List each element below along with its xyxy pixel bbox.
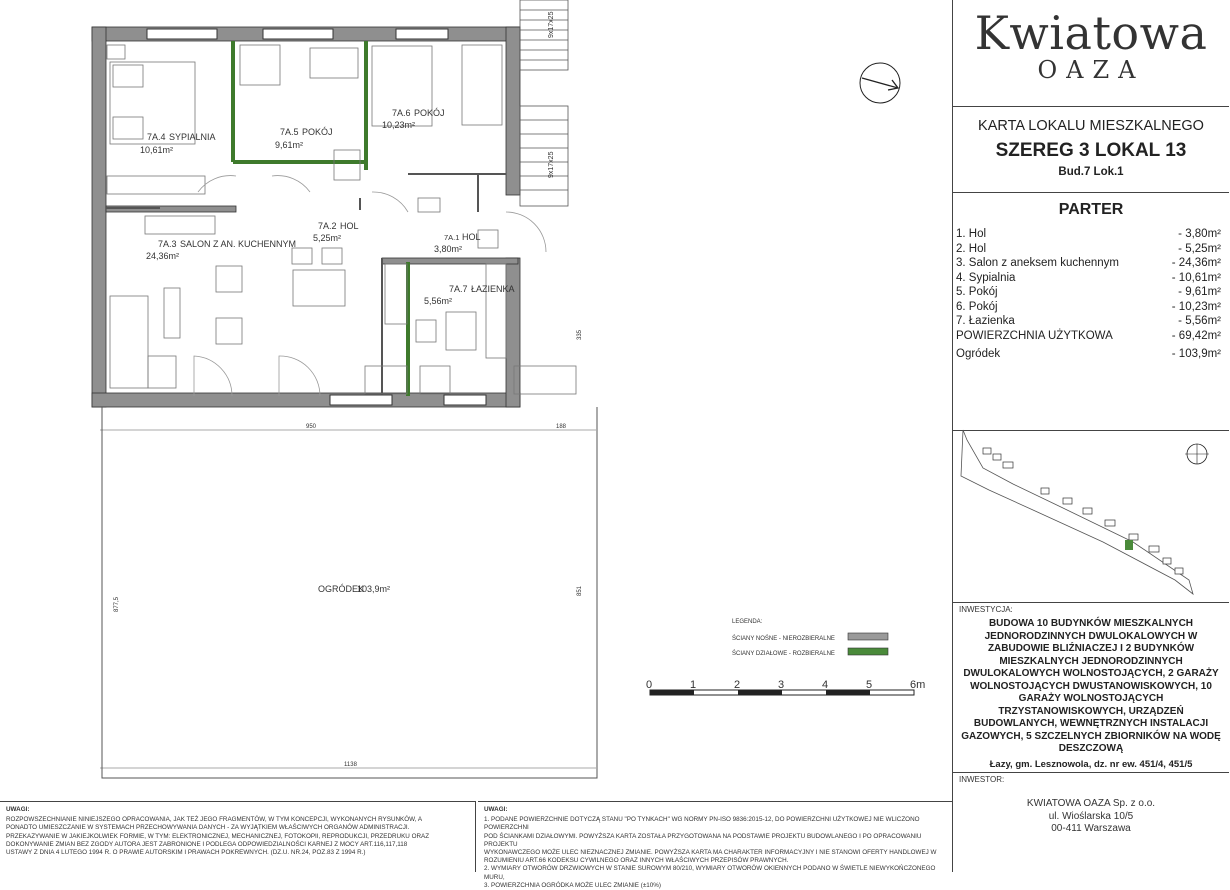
area-row-name: 5. Pokój	[956, 286, 998, 298]
scale-label: 1	[690, 679, 697, 691]
room-area-pokoj-5: 9,61m²	[275, 140, 304, 150]
note-line: 1. PODANE POWIERZCHNIE DOTYCZĄ STANU "PO TYNKACH" WG NORMY PN-ISO 9836:2015-12, DO POWIERZCHNI UŻYTKOWEJ NIE WLICZONO POWIERZCHNI	[484, 816, 920, 832]
dim-1138: 1138	[344, 762, 357, 768]
area-row-value: - 24,36m²	[1171, 257, 1221, 269]
logo	[953, 0, 1229, 107]
room-area-pokoj-6: 10,23m²	[382, 120, 416, 130]
area-row	[953, 300, 1229, 315]
area-row-name: Ogródek	[956, 348, 1001, 360]
title-block	[952, 0, 1229, 872]
legend-item-partition: ŚCIANY DZIAŁOWE - ROZBIERALNE	[732, 651, 835, 657]
area-row	[953, 314, 1229, 329]
area-rows	[953, 227, 1229, 362]
notes-right-lines	[484, 816, 946, 890]
dim-188: 188	[556, 424, 567, 430]
investment-text: BUDOWA 10 BUDYNKÓW MIESZKALNYCH JEDNORODZINNYCH DWULOKALOWYCH W ZABUDOWIE BLIŹNIACZEJ I 2 BUDYNKÓW MIESZKALNYCH JEDNORODZINNYCH DWULOKALOWYCH WOLNOSTOJĄCYCH, 2 GARAŻY WOLNOSTOJĄCYCH DWUSTANOWISKOWYCH, 10 GARAŻY WOLNOSTOJĄCYCH TRZYSTANOWISKOWYCH, URZĄDZEŃ BUDOWLANYCH, WEWNĘTRZNYCH INSTALACJI GAZOWYCH, 5 SZCZELNYCH ZBIORNIKÓW NA WODĘ DESZCZOWĄ	[961, 618, 1221, 754]
area-table	[953, 192, 1229, 431]
card-title: KARTA LOKALU MIESZKALNEGO	[978, 118, 1204, 134]
copyright-notes	[0, 801, 476, 872]
note-line: ROZPOWSZECHNIANIE NINIEJSZEGO OPRACOWANIA, JAK TEŻ JEGO FRAGMENTÓW, W TYM KONCEPCJI, WYKONANYCH RYSUNKÓW, A	[6, 816, 423, 824]
area-row-name: 6. Pokój	[956, 300, 998, 313]
investment-label: INWESTYCJA:	[959, 605, 1013, 614]
area-row	[953, 329, 1229, 344]
investor-label: INWESTOR:	[959, 775, 1005, 784]
scale-bar	[646, 679, 925, 695]
room-area-hol-2: 5,25m²	[313, 233, 342, 243]
area-row	[953, 227, 1229, 242]
area-row	[953, 256, 1229, 271]
area-row-name: 4. Sypialnia	[956, 271, 1016, 284]
scale-label: 3	[778, 679, 785, 691]
room-label-pokoj-6: 7A.6	[392, 108, 411, 118]
legend-item-bearing: ŚCIANY NOŚNE - NIEROZBIERALNE	[732, 636, 835, 642]
room-name-sypialnia: SYPIALNIA	[169, 132, 216, 142]
scale-label: 6m	[910, 679, 926, 691]
area-row-value: - 10,61m²	[1171, 271, 1221, 284]
scale-label: 4	[822, 679, 829, 691]
note-line: USTAWY Z DNIA 4 LUTEGO 1994 R. O PRAWIE AUTORSKIM I PRAWACH POKREWNYCH. (DZ.U. NR.24, POZ.83 Z 1994 R.)	[6, 849, 366, 857]
room-name-salon: SALON Z AN. KUCHENNYM	[180, 239, 297, 249]
investor-city: 00-411 Warszawa	[1051, 823, 1131, 834]
area-row-name: 2. Hol	[956, 242, 987, 255]
scale-label: 5	[866, 679, 873, 691]
investment-block	[953, 602, 1229, 773]
area-row-value: - 10,23m²	[1171, 300, 1221, 313]
room-label-sypialnia: 7A.4	[147, 132, 166, 142]
stairs	[520, 0, 568, 206]
logo-word: Kwiatowa	[974, 6, 1208, 60]
investor-street: ul. Wioślarska 10/5	[1048, 810, 1134, 822]
site-map	[953, 430, 1229, 603]
area-row-name: 3. Salon z aneksem kuchennym	[956, 257, 1120, 269]
area-row-name: 7. Łazienka	[956, 315, 1015, 327]
room-label-hol-2: 7A.2	[318, 221, 337, 231]
legend-swatch-bearing	[848, 633, 888, 640]
room-label-hol-1: 7A.1	[444, 233, 460, 242]
note-line: PRZEKAZYWANIE W JAKIEJKOLWIEK FORMIE, W TYM: ELEKTRONICZNEJ, MECHANICZNEJ, FOTOKOPII, REPRODUKCJI, PRZEDRUKU ORAZ	[6, 832, 430, 840]
windows	[147, 29, 486, 405]
room-label-lazienka: 7A.7	[449, 284, 468, 294]
room-area-lazienka: 5,56m²	[424, 296, 453, 306]
area-row	[953, 242, 1229, 257]
notes-left-lines	[6, 816, 469, 857]
note-line: PONADTO UMIESZCZANIE W SYSTEMACH PRZECHOWYWANIA DANYCH - ZA WYJĄTKIEM WŁAŚCIWYCH ORGANÓW ADMINISTRACJI.	[6, 824, 410, 832]
note-line: 2. WYMIARY OTWORÓW DRZWIOWYCH W STANIE SUROWYM 80/210, WYMIARY OTWORÓW OKIENNYCH PODANO W ŚWIETLE NIEWYKOŃCZONEGO MURU,	[484, 865, 936, 881]
area-row-value: - 9,61m²	[1178, 286, 1221, 298]
notes-right-title: UWAGI:	[484, 806, 508, 813]
legend	[732, 619, 888, 657]
dim-335: 335	[577, 329, 583, 340]
stairs-label-1: 9x17x25	[548, 11, 555, 38]
garden-label: OGRÓDEK	[318, 584, 365, 594]
site-compass	[1185, 444, 1209, 464]
notes-left-title: UWAGI:	[6, 806, 30, 813]
compass	[860, 63, 900, 103]
area-row	[953, 271, 1229, 286]
room-name-pokoj-5: POKÓJ	[302, 127, 333, 137]
room-label-salon: 7A.3	[158, 239, 177, 249]
unit-title: SZEREG 3 LOKAL 13	[995, 140, 1187, 161]
dim-851: 851	[577, 585, 583, 596]
card-header	[953, 106, 1229, 193]
note-line: WYKONAWCZEGO MOŻE ULEC NIEZNACZNEJ ZMIANIE. POWYŻSZA KARTA MA CHARAKTER INFORMACYJNY I NIE STANOWI OFERTY HANDLOWEJ W	[484, 849, 937, 857]
area-row-value: - 103,9m²	[1171, 348, 1221, 360]
room-name-lazienka: ŁAZIENKA	[471, 284, 515, 294]
investor-block	[953, 772, 1229, 872]
stairs-label-2: 9x17x25	[548, 151, 555, 178]
scale-label: 0	[646, 679, 653, 691]
area-row	[953, 285, 1229, 300]
room-name-pokoj-6: POKÓJ	[414, 108, 445, 118]
floor-title: PARTER	[1058, 201, 1124, 218]
dim-877: 877,5	[114, 596, 120, 612]
note-line: 3. POWIERZCHNIA OGRÓDKA MOŻE ULEC ZMIANIE (±10%)	[484, 881, 661, 889]
logo-sub: OAZA	[1037, 56, 1145, 84]
area-row-value: - 69,42m²	[1171, 329, 1221, 342]
legend-title: LEGENDA:	[732, 619, 763, 625]
room-area-sypialnia: 10,61m²	[140, 145, 174, 155]
site-map-drawing	[953, 430, 1229, 602]
room-label-pokoj-5: 7A.5	[280, 127, 299, 137]
scale-label: 2	[734, 679, 741, 691]
area-row-value: - 5,56m²	[1178, 315, 1221, 327]
room-area-hol-1: 3,80m²	[434, 244, 463, 254]
note-line: POD ŚCIANKAMI DZIAŁOWYMI. POWYŻSZA KARTA ZOSTAŁA PRZYGOTOWANA NA PODSTAWIE PROJEKTU BUDOWLANEGO I PO OPRACOWANIU PROJEKTU	[484, 832, 922, 848]
unit-subtitle: Bud.7 Lok.1	[1058, 166, 1124, 178]
area-row-name: POWIERZCHNIA UŻYTKOWA	[956, 329, 1113, 342]
room-name-hol-1: HOL	[462, 232, 481, 242]
area-row-value: - 5,25m²	[1178, 242, 1221, 255]
area-row-value: - 3,80m²	[1178, 228, 1221, 240]
area-row	[953, 347, 1229, 362]
area-notes	[478, 801, 952, 889]
investor-name: KWIATOWA OAZA Sp. z o.o.	[1026, 798, 1156, 809]
room-name-hol-2: HOL	[340, 221, 359, 231]
note-line: DOKONYWANIE ZMIAN BEZ ZGODY AUTORA JEST ZABRONIONE I PODLEGA ODPOWIEDZIALNOŚCI KARNEJ Z MOCY ART.116,117,118	[6, 840, 408, 848]
area-row-name: 1. Hol	[956, 228, 987, 240]
legend-swatch-partition	[848, 648, 888, 655]
garden-area: 103,9m²	[357, 584, 391, 594]
dim-950: 950	[306, 424, 317, 430]
investment-location: Łazy, gm. Lesznowola, dz. nr ew. 451/4, 451/5	[989, 758, 1193, 770]
note-line: ROZUMIENIU ART.66 KODEKSU CYWILNEGO ORAZ INNYCH WŁAŚCIWYCH PRZEPISÓW PRAWNYCH.	[484, 857, 789, 865]
room-area-salon: 24,36m²	[146, 251, 180, 261]
